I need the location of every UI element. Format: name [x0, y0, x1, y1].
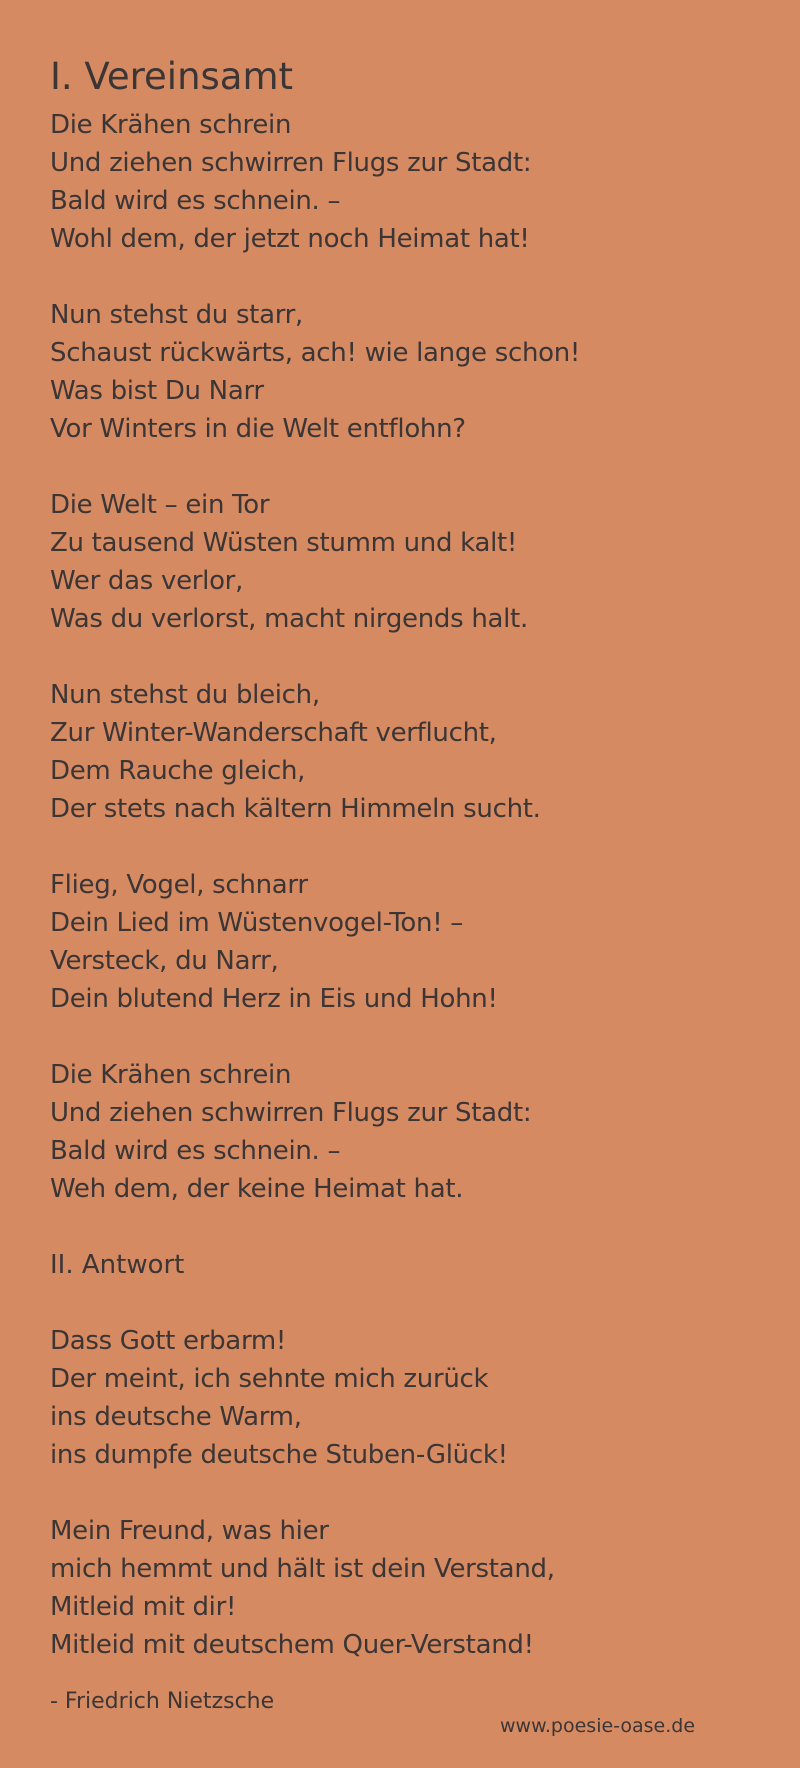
stanza-gap — [50, 1208, 750, 1246]
poem-line: Der meint, ich sehnte mich zurück — [50, 1364, 489, 1394]
stanza-gap — [50, 638, 750, 676]
poem-line: Nun stehst du bleich, — [50, 680, 320, 710]
stanza-gap — [50, 1018, 750, 1056]
poem-line: Der stets nach kältern Himmeln sucht. — [50, 794, 541, 824]
poem-line: Bald wird es schnein. – — [50, 1136, 341, 1166]
stanza-gap — [50, 448, 750, 486]
stanza-6 — [50, 1056, 750, 1208]
poem-line: Versteck, du Narr, — [50, 946, 279, 976]
poem-line: Dem Rauche gleich, — [50, 756, 306, 786]
stanza-8 — [50, 1512, 750, 1664]
poem-line: Nun stehst du starr, — [50, 300, 303, 330]
section-heading: II. Antwort — [50, 1250, 185, 1280]
poem-line: Und ziehen schwirren Flugs zur Stadt: — [50, 1098, 532, 1128]
poem-title: I. Vereinsamt — [50, 55, 294, 98]
poem-line: Die Welt – ein Tor — [50, 490, 270, 520]
poem-line: Die Krähen schrein — [50, 110, 292, 140]
stanza-7 — [50, 1322, 750, 1474]
author-attribution: - Friedrich Nietzsche — [50, 1689, 275, 1714]
poem-container — [50, 48, 750, 1664]
stanza-gap — [50, 1284, 750, 1322]
stanza-2 — [50, 296, 750, 448]
poem-line: Was bist Du Narr — [50, 376, 264, 406]
poem-line: Zur Winter-Wanderschaft verflucht, — [50, 718, 497, 748]
stanza-4 — [50, 676, 750, 828]
poem-line: Dass Gott erbarm! — [50, 1326, 287, 1356]
poem-line: mich hemmt und hält ist dein Verstand, — [50, 1554, 555, 1584]
poem-line: Mitleid mit deutschem Quer-Verstand! — [50, 1630, 534, 1660]
poem-line: ins dumpfe deutsche Stuben-Glück! — [50, 1440, 508, 1470]
poem-line: Und ziehen schwirren Flugs zur Stadt: — [50, 148, 532, 178]
stanza-1 — [50, 106, 750, 258]
stanza-5 — [50, 866, 750, 1018]
website-link[interactable]: www.poesie-oase.de — [500, 1715, 696, 1737]
stanza-gap — [50, 258, 750, 296]
poem-line: ins deutsche Warm, — [50, 1402, 302, 1432]
poem-line: Flieg, Vogel, schnarr — [50, 870, 308, 900]
poem-line: Schaust rückwärts, ach! wie lange schon! — [50, 338, 581, 368]
poem-line: Dein blutend Herz in Eis und Hohn! — [50, 984, 498, 1014]
stanza-gap — [50, 828, 750, 866]
poem-line: Zu tausend Wüsten stumm und kalt! — [50, 528, 518, 558]
stanza-3 — [50, 486, 750, 638]
poem-line: Mein Freund, was hier — [50, 1516, 329, 1546]
stanza-gap — [50, 1474, 750, 1512]
poem-line: Vor Winters in die Welt entflohn? — [50, 414, 466, 444]
poem-line: Die Krähen schrein — [50, 1060, 292, 1090]
poem-line: Wer das verlor, — [50, 566, 244, 596]
poem-line: Bald wird es schnein. – — [50, 186, 341, 216]
poem-line: Dein Lied im Wüstenvogel-Ton! – — [50, 908, 463, 938]
poem-line: Was du verlorst, macht nirgends halt. — [50, 604, 528, 634]
poem-line: Mitleid mit dir! — [50, 1592, 237, 1622]
poem-line: Wohl dem, der jetzt noch Heimat hat! — [50, 224, 530, 254]
poem-line: Weh dem, der keine Heimat hat. — [50, 1174, 464, 1204]
